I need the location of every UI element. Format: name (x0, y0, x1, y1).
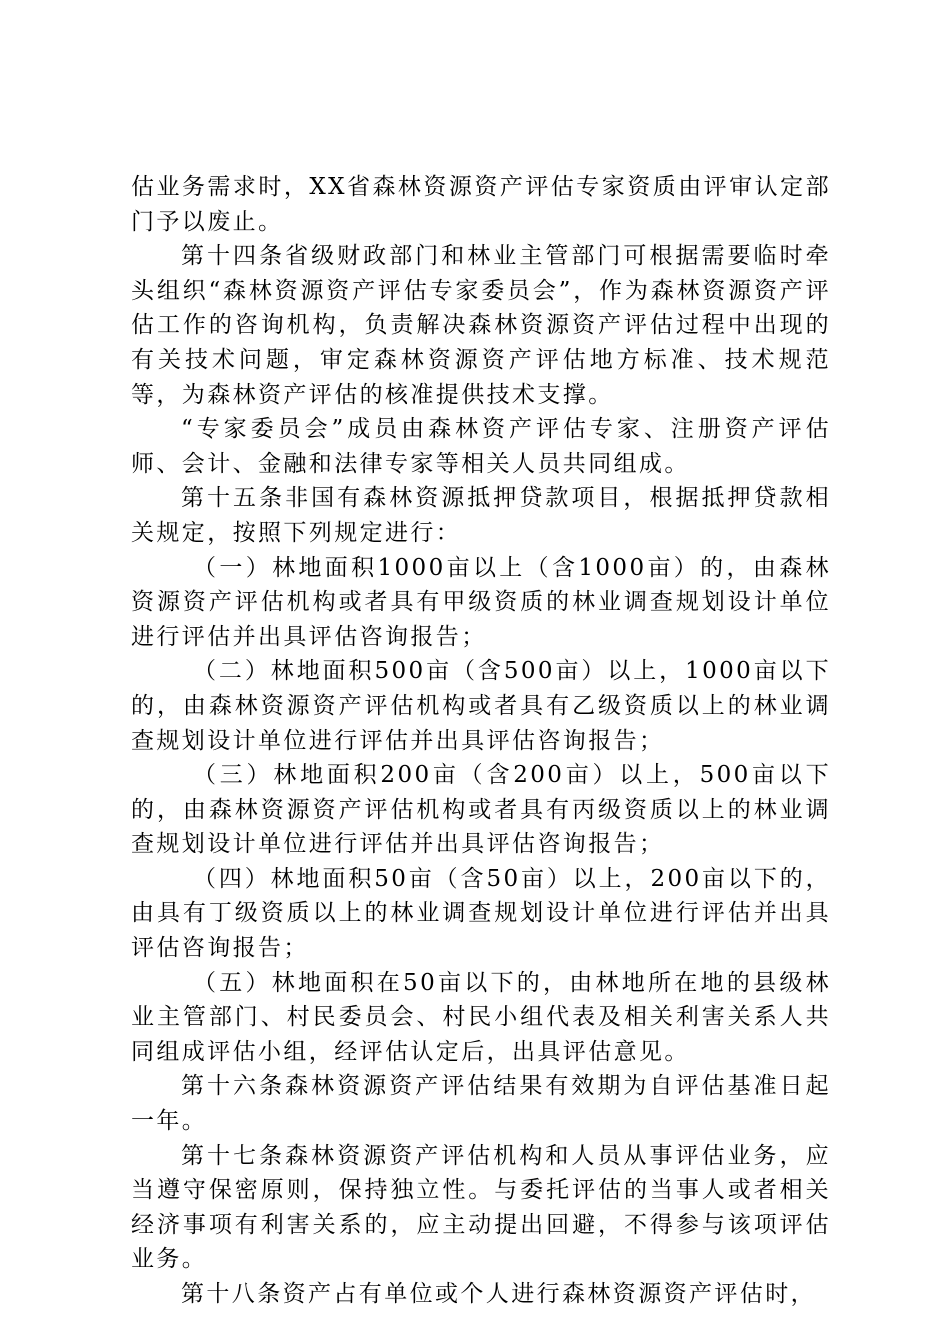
paragraph-item-2: （二）林地面积500亩（含500亩）以上，1000亩以下的，由森林资源资产评估机构或者具有乙级资质以上的林业调查规划设计单位进行评估并出具评估咨询报告； (131, 658, 831, 754)
paragraph-article-18: 第十八条资产占有单位或个人进行森林资源资产评估时， (181, 1281, 816, 1307)
paragraph-item-5: （五）林地面积在50亩以下的，由林地所在地的县级林业主管部门、村民委员会、村民小组代表及相关利害关系人共同组成评估小组，经评估认定后，出具评估意见。 (131, 969, 831, 1065)
paragraph-item-3: （三）林地面积200亩（含200亩）以上，500亩以下的，由森林资源资产评估机构或者具有丙级资质以上的林业调查规划设计单位进行评估并出具评估咨询报告； (131, 762, 831, 858)
paragraph-article-16: 第十六条森林资源资产评估结果有效期为自评估基准日起一年。 (131, 1073, 831, 1135)
paragraph-continuation: 估业务需求时，XX省森林资源资产评估专家资质由评审认定部门予以废止。 (131, 174, 831, 235)
paragraph-article-14: 第十四条省级财政部门和林业主管部门可根据需要临时牵头组织“森林资源资产评估专家委员会”，作为森林资源资产评估工作的咨询机构，负责解决森林资源资产评估过程中出现的有关技术问题，审定森林资源资产评估地方标准、技术规范等，为森林资产评估的核准提供技术支撑。 (131, 243, 831, 408)
paragraph-item-1: （一）林地面积1000亩以上（含1000亩）的，由森林资源资产评估机构或者具有甲级资质的林业调查规划设计单位进行评估并出具评估咨询报告； (131, 554, 831, 650)
paragraph-item-4: （四）林地面积50亩（含50亩）以上，200亩以下的，由具有丁级资质以上的林业调查规划设计单位进行评估并出具评估咨询报告； (131, 865, 831, 962)
paragraph-committee-members: “专家委员会”成员由森林资产评估专家、注册资产评估师、会计、金融和法律专家等相关人员共同组成。 (131, 416, 831, 477)
paragraph-article-17: 第十七条森林资源资产评估机构和人员从事评估业务，应当遵守保密原则，保持独立性。与委托评估的当事人或者相关经济事项有利害关系的，应主动提出回避，不得参与该项评估业务。 (131, 1142, 831, 1273)
document-body (131, 170, 831, 1312)
paragraph-article-15: 第十五条非国有森林资源抵押贷款项目，根据抵押贷款相关规定，按照下列规定进行： (131, 485, 831, 546)
